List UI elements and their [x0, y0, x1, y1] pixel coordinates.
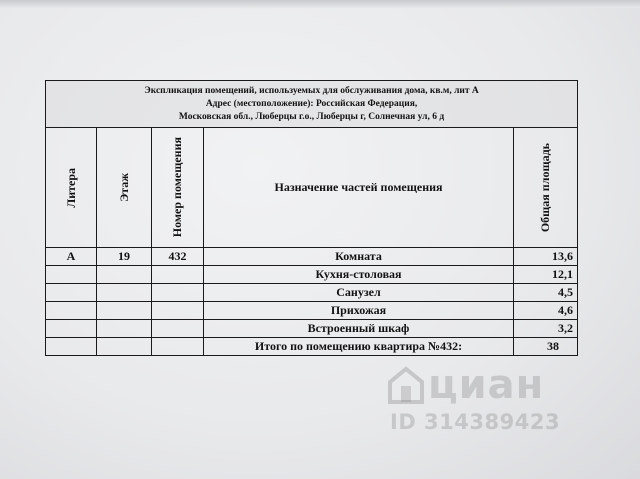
cell-room-number: [152, 320, 204, 338]
cell-purpose: Кухня-столовая: [204, 266, 514, 284]
cell-room-number: [152, 284, 204, 302]
page-top-edge: [0, 0, 640, 8]
cell-floor: [97, 302, 152, 320]
cell-floor: [97, 320, 152, 338]
table-row: [46, 284, 578, 302]
cell-liter: А: [46, 248, 97, 266]
table-row: [46, 320, 578, 338]
cell-floor: 19: [97, 248, 152, 266]
cell-liter: [46, 284, 97, 302]
cell-area: 3,2: [514, 320, 578, 338]
cell-area: 4,5: [514, 284, 578, 302]
header-line-1: Экспликация помещений, используемых для обслуживания дома, кв.м, лит А: [144, 85, 479, 96]
cell-liter: [46, 266, 97, 284]
table-header: [46, 81, 578, 128]
column-header-liter: Литера: [46, 128, 97, 248]
column-header-area: Общая площадь: [514, 128, 578, 248]
cell-floor: [97, 266, 152, 284]
cell-room-number: 432: [152, 248, 204, 266]
header-line-3: Московская обл., Люберцы г.о., Люберцы г, Солнечная ул, 6 д: [178, 111, 445, 122]
table-row: [46, 266, 578, 284]
column-header-floor: Этаж: [97, 128, 152, 248]
cell-purpose: Комната: [204, 248, 514, 266]
cell-floor: [97, 284, 152, 302]
total-area: 38: [514, 338, 578, 356]
header-line-2: Адрес (местоположение): Российская Федерация,: [205, 98, 418, 109]
cell-purpose: Санузел: [204, 284, 514, 302]
explication-table: [45, 80, 578, 356]
total-row: [46, 338, 578, 356]
cell-room-number: [152, 302, 204, 320]
watermark-brand: циан: [428, 362, 545, 408]
cell-room-number: [152, 266, 204, 284]
cell-area: 4,6: [514, 302, 578, 320]
column-header-purpose: Назначение частей помещения: [204, 128, 514, 248]
total-label: Итого по помещению квартира №432:: [204, 338, 514, 356]
cell-liter: [46, 302, 97, 320]
cell-liter: [46, 320, 97, 338]
table-row: [46, 302, 578, 320]
cell-purpose: Встроенный шкаф: [204, 320, 514, 338]
column-header-room-number: Номер помещения: [152, 128, 204, 248]
cell-area: 13,6: [514, 248, 578, 266]
cell-area: 12,1: [514, 266, 578, 284]
cell-purpose: Прихожая: [204, 302, 514, 320]
table-row: [46, 248, 578, 266]
watermark-id: ID 314389423: [390, 410, 561, 434]
